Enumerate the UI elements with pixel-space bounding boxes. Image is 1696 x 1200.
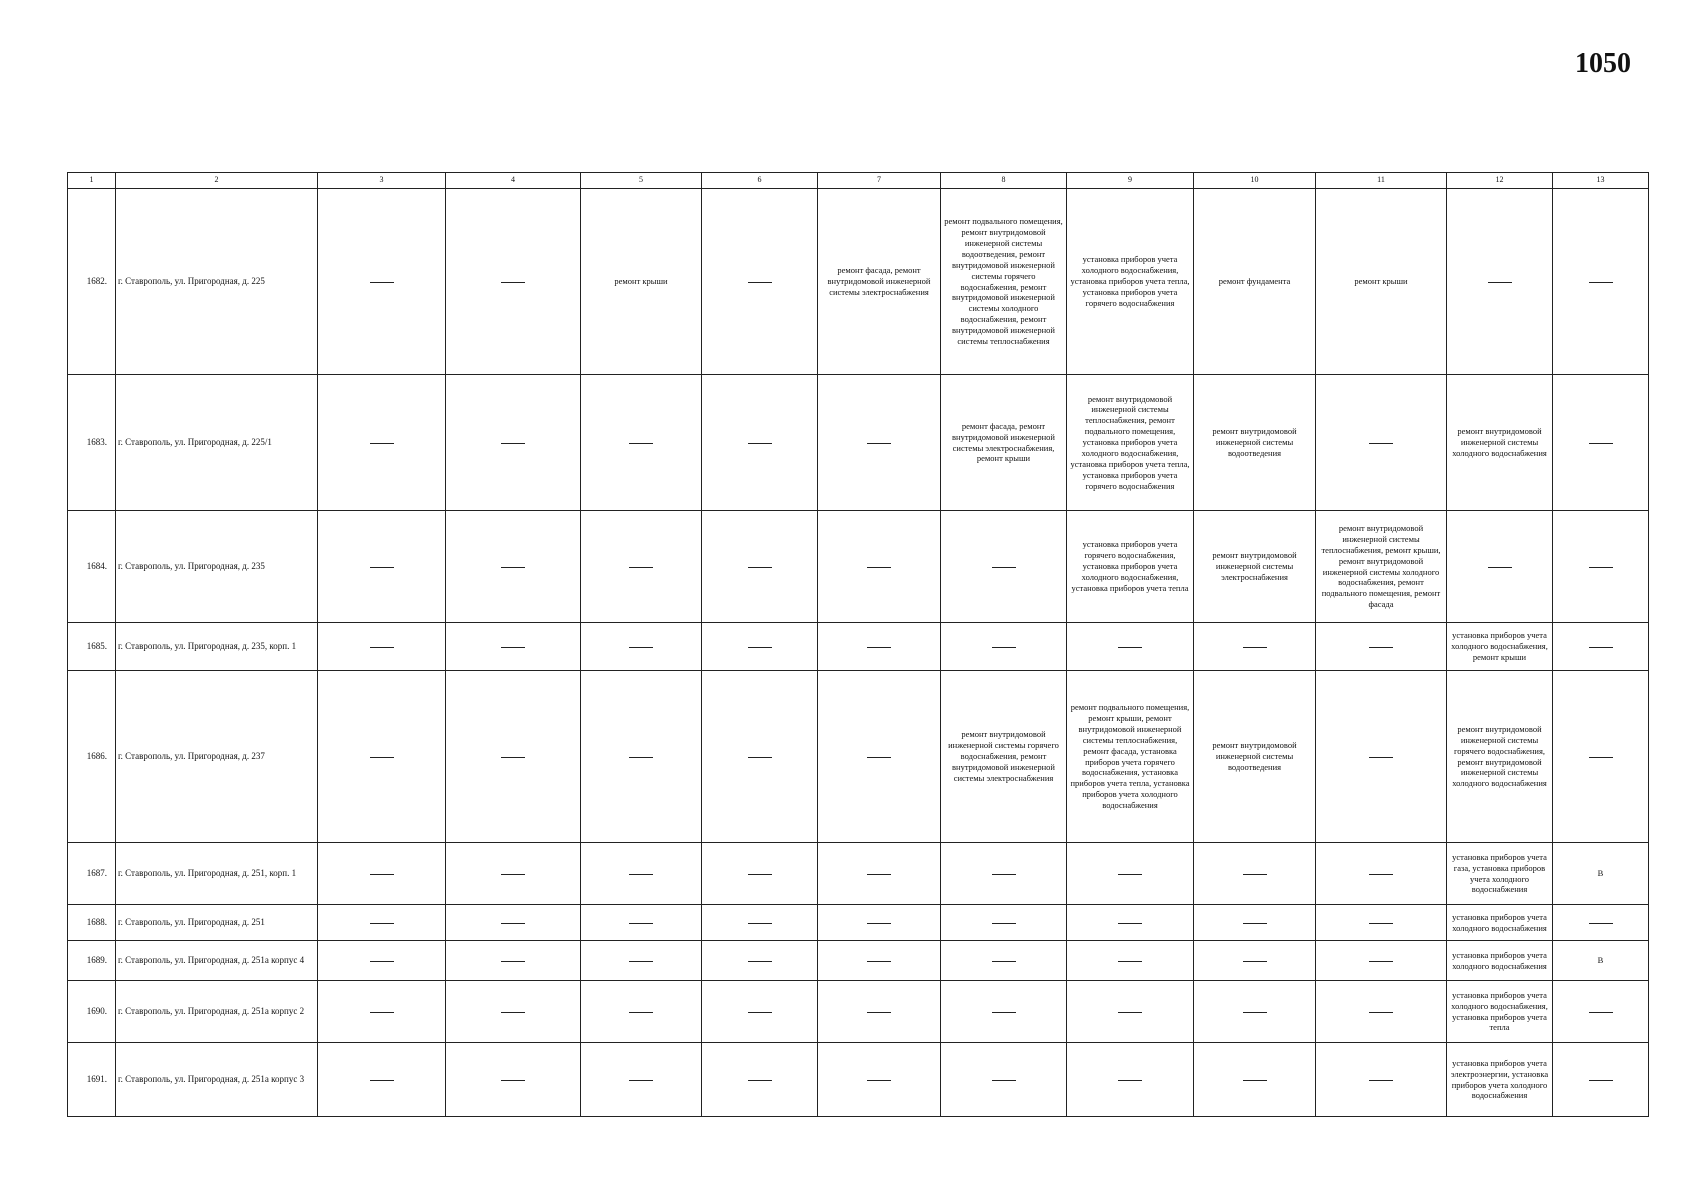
dash-mark bbox=[1369, 923, 1393, 924]
column-header: 4 bbox=[446, 173, 581, 189]
dash-mark bbox=[370, 567, 394, 568]
empty-cell-dash bbox=[818, 1043, 941, 1117]
empty-cell-dash bbox=[1316, 905, 1447, 941]
empty-cell-dash bbox=[581, 623, 702, 671]
row-address: г. Ставрополь, ул. Пригородная, д. 225 bbox=[116, 189, 318, 375]
work-type-cell: ремонт подвального помещения, ремонт крыши, ремонт внутридомовой инженерной системы теплоснабжения, ремонт фасада, установка приборов учета горячего водоснабжения, установка приборов учета тепла, установка приборов учета холодного водоснабжения bbox=[1067, 671, 1194, 843]
empty-cell-dash bbox=[318, 905, 446, 941]
column-header: 5 bbox=[581, 173, 702, 189]
dash-mark bbox=[629, 923, 653, 924]
empty-cell-dash bbox=[818, 981, 941, 1043]
row-address: г. Ставрополь, ул. Пригородная, д. 251а корпус 2 bbox=[116, 981, 318, 1043]
empty-cell-dash bbox=[941, 941, 1067, 981]
empty-cell-dash bbox=[581, 375, 702, 511]
empty-cell-dash bbox=[1316, 843, 1447, 905]
empty-cell-dash bbox=[1194, 981, 1316, 1043]
dash-mark bbox=[501, 282, 525, 283]
row-number: 1686. bbox=[68, 671, 116, 843]
dash-mark bbox=[501, 874, 525, 875]
repair-schedule-table bbox=[67, 172, 1649, 1117]
dash-mark bbox=[501, 757, 525, 758]
table-row bbox=[68, 623, 1649, 671]
dash-mark bbox=[1589, 443, 1613, 444]
work-type-cell: установка приборов учета горячего водоснабжения, установка приборов учета холодного водоснабжения, установка приборов учета тепла bbox=[1067, 511, 1194, 623]
empty-cell-dash bbox=[318, 941, 446, 981]
empty-cell-dash bbox=[702, 671, 818, 843]
dash-mark bbox=[867, 1012, 891, 1013]
empty-cell-dash bbox=[1316, 375, 1447, 511]
dash-mark bbox=[370, 282, 394, 283]
empty-cell-dash bbox=[702, 981, 818, 1043]
row-number: 1690. bbox=[68, 981, 116, 1043]
empty-cell-dash bbox=[446, 623, 581, 671]
row-number: 1684. bbox=[68, 511, 116, 623]
dash-mark bbox=[1118, 923, 1142, 924]
dash-mark bbox=[1118, 647, 1142, 648]
dash-mark bbox=[1243, 874, 1267, 875]
empty-cell-dash bbox=[1194, 941, 1316, 981]
work-type-cell: ремонт фасада, ремонт внутридомовой инженерной системы электроснабжения bbox=[818, 189, 941, 375]
column-header: 10 bbox=[1194, 173, 1316, 189]
dash-mark bbox=[1118, 961, 1142, 962]
table-row bbox=[68, 1043, 1649, 1117]
empty-cell-dash bbox=[318, 623, 446, 671]
empty-cell-dash bbox=[818, 905, 941, 941]
empty-cell-dash bbox=[318, 375, 446, 511]
empty-cell-dash bbox=[446, 671, 581, 843]
column-header: 6 bbox=[702, 173, 818, 189]
empty-cell-dash bbox=[702, 623, 818, 671]
dash-mark bbox=[867, 757, 891, 758]
row-number: 1682. bbox=[68, 189, 116, 375]
empty-cell-dash bbox=[446, 1043, 581, 1117]
dash-mark bbox=[992, 923, 1016, 924]
dash-mark bbox=[748, 567, 772, 568]
dash-mark bbox=[370, 647, 394, 648]
empty-cell-dash bbox=[702, 375, 818, 511]
empty-cell-dash bbox=[702, 189, 818, 375]
dash-mark bbox=[1243, 961, 1267, 962]
dash-mark bbox=[748, 757, 772, 758]
dash-mark bbox=[1243, 1080, 1267, 1081]
empty-cell-dash bbox=[1067, 623, 1194, 671]
dash-mark bbox=[748, 874, 772, 875]
work-type-cell: установка приборов учета холодного водоснабжения bbox=[1447, 941, 1553, 981]
column-header: 11 bbox=[1316, 173, 1447, 189]
empty-cell-dash bbox=[1447, 189, 1553, 375]
dash-mark bbox=[867, 923, 891, 924]
work-type-cell: ремонт фундамента bbox=[1194, 189, 1316, 375]
dash-mark bbox=[370, 1012, 394, 1013]
empty-cell-dash bbox=[1316, 671, 1447, 843]
dash-mark bbox=[748, 647, 772, 648]
empty-cell-dash bbox=[446, 189, 581, 375]
dash-mark bbox=[748, 443, 772, 444]
dash-mark bbox=[748, 1012, 772, 1013]
row-address: г. Ставрополь, ул. Пригородная, д. 251а корпус 4 bbox=[116, 941, 318, 981]
empty-cell-dash bbox=[1067, 1043, 1194, 1117]
row-number: 1683. bbox=[68, 375, 116, 511]
dash-mark bbox=[1589, 1080, 1613, 1081]
empty-cell-dash bbox=[1447, 511, 1553, 623]
empty-cell-dash bbox=[446, 511, 581, 623]
dash-mark bbox=[1369, 961, 1393, 962]
empty-cell-dash bbox=[702, 843, 818, 905]
empty-cell-dash bbox=[941, 511, 1067, 623]
work-type-cell: ремонт внутридомовой инженерной системы водоотведения bbox=[1194, 375, 1316, 511]
dash-mark bbox=[501, 443, 525, 444]
empty-cell-dash bbox=[318, 1043, 446, 1117]
dash-mark bbox=[1369, 443, 1393, 444]
dash-mark bbox=[992, 1080, 1016, 1081]
empty-cell-dash bbox=[581, 905, 702, 941]
work-type-cell: ремонт подвального помещения, ремонт внутридомовой инженерной системы водоотведения, ремонт внутридомовой инженерной системы горячего водоснабжения, ремонт внутридомовой инженерной системы холодного водоснабжения, ремонт внутридомовой инженерной системы теплоснабжения bbox=[941, 189, 1067, 375]
dash-mark bbox=[748, 1080, 772, 1081]
dash-mark bbox=[370, 874, 394, 875]
dash-mark bbox=[1243, 647, 1267, 648]
dash-mark bbox=[370, 1080, 394, 1081]
dash-mark bbox=[748, 282, 772, 283]
dash-mark bbox=[867, 874, 891, 875]
empty-cell-dash bbox=[941, 981, 1067, 1043]
empty-cell-dash bbox=[446, 981, 581, 1043]
dash-mark bbox=[501, 567, 525, 568]
empty-cell-dash bbox=[446, 941, 581, 981]
table-row bbox=[68, 981, 1649, 1043]
dash-mark bbox=[629, 567, 653, 568]
dash-mark bbox=[1488, 282, 1512, 283]
empty-cell-dash bbox=[1316, 1043, 1447, 1117]
dash-mark bbox=[370, 961, 394, 962]
empty-cell-dash bbox=[318, 843, 446, 905]
column-header: 13 bbox=[1553, 173, 1649, 189]
dash-mark bbox=[1369, 757, 1393, 758]
dash-mark bbox=[501, 923, 525, 924]
work-type-cell: ремонт крыши bbox=[1316, 189, 1447, 375]
dash-mark bbox=[629, 961, 653, 962]
empty-cell-dash bbox=[446, 843, 581, 905]
dash-mark bbox=[992, 567, 1016, 568]
dash-mark bbox=[1589, 757, 1613, 758]
dash-mark bbox=[370, 923, 394, 924]
dash-mark bbox=[867, 567, 891, 568]
empty-cell-dash bbox=[581, 941, 702, 981]
dash-mark bbox=[992, 647, 1016, 648]
empty-cell-dash bbox=[581, 981, 702, 1043]
dash-mark bbox=[501, 1080, 525, 1081]
dash-mark bbox=[370, 757, 394, 758]
dash-mark bbox=[992, 874, 1016, 875]
dash-mark bbox=[1488, 567, 1512, 568]
dash-mark bbox=[1118, 874, 1142, 875]
empty-cell-dash bbox=[581, 671, 702, 843]
work-type-cell: установка приборов учета холодного водоснабжения, ремонт крыши bbox=[1447, 623, 1553, 671]
work-type-cell: ремонт внутридомовой инженерной системы водоотведения bbox=[1194, 671, 1316, 843]
empty-cell-dash bbox=[1553, 981, 1649, 1043]
dash-mark bbox=[1118, 1012, 1142, 1013]
work-type-cell: В bbox=[1553, 941, 1649, 981]
work-type-cell: установка приборов учета холодного водоснабжения, установка приборов учета тепла, установка приборов учета горячего водоснабжения bbox=[1067, 189, 1194, 375]
work-type-cell: установка приборов учета холодного водоснабжения bbox=[1447, 905, 1553, 941]
column-header: 7 bbox=[818, 173, 941, 189]
empty-cell-dash bbox=[818, 941, 941, 981]
dash-mark bbox=[1589, 647, 1613, 648]
dash-mark bbox=[629, 874, 653, 875]
empty-cell-dash bbox=[1067, 981, 1194, 1043]
empty-cell-dash bbox=[1553, 623, 1649, 671]
column-header: 8 bbox=[941, 173, 1067, 189]
empty-cell-dash bbox=[1067, 843, 1194, 905]
work-type-cell: установка приборов учета газа, установка приборов учета холодного водоснабжения bbox=[1447, 843, 1553, 905]
empty-cell-dash bbox=[702, 1043, 818, 1117]
row-number: 1688. bbox=[68, 905, 116, 941]
empty-cell-dash bbox=[318, 189, 446, 375]
dash-mark bbox=[1243, 1012, 1267, 1013]
empty-cell-dash bbox=[1553, 375, 1649, 511]
dash-mark bbox=[501, 1012, 525, 1013]
empty-cell-dash bbox=[941, 843, 1067, 905]
empty-cell-dash bbox=[818, 375, 941, 511]
empty-cell-dash bbox=[818, 623, 941, 671]
page-number: 1050 bbox=[1575, 48, 1631, 79]
empty-cell-dash bbox=[1316, 941, 1447, 981]
row-address: г. Ставрополь, ул. Пригородная, д. 251а корпус 3 bbox=[116, 1043, 318, 1117]
dash-mark bbox=[1589, 282, 1613, 283]
empty-cell-dash bbox=[581, 843, 702, 905]
dash-mark bbox=[1369, 647, 1393, 648]
dash-mark bbox=[867, 1080, 891, 1081]
row-number: 1685. bbox=[68, 623, 116, 671]
table-row bbox=[68, 843, 1649, 905]
empty-cell-dash bbox=[702, 941, 818, 981]
table-row bbox=[68, 941, 1649, 981]
empty-cell-dash bbox=[318, 671, 446, 843]
work-type-cell: ремонт внутридомовой инженерной системы горячего водоснабжения, ремонт внутридомовой инженерной системы электроснабжения bbox=[941, 671, 1067, 843]
row-number: 1691. bbox=[68, 1043, 116, 1117]
work-type-cell: ремонт внутридомовой инженерной системы горячего водоснабжения, ремонт внутридомовой инженерной системы холодного водоснабжения bbox=[1447, 671, 1553, 843]
empty-cell-dash bbox=[1553, 671, 1649, 843]
empty-cell-dash bbox=[1194, 1043, 1316, 1117]
empty-cell-dash bbox=[1553, 905, 1649, 941]
dash-mark bbox=[629, 1012, 653, 1013]
row-address: г. Ставрополь, ул. Пригородная, д. 237 bbox=[116, 671, 318, 843]
table-row bbox=[68, 189, 1649, 375]
dash-mark bbox=[1369, 1080, 1393, 1081]
table-row bbox=[68, 671, 1649, 843]
empty-cell-dash bbox=[1194, 843, 1316, 905]
empty-cell-dash bbox=[446, 375, 581, 511]
dash-mark bbox=[370, 443, 394, 444]
empty-cell-dash bbox=[1194, 905, 1316, 941]
row-address: г. Ставрополь, ул. Пригородная, д. 251 bbox=[116, 905, 318, 941]
dash-mark bbox=[867, 647, 891, 648]
dash-mark bbox=[867, 961, 891, 962]
column-header: 2 bbox=[116, 173, 318, 189]
empty-cell-dash bbox=[818, 843, 941, 905]
work-type-cell: ремонт внутридомовой инженерной системы теплоснабжения, ремонт подвального помещения, установка приборов учета холодного водоснабжения, установка приборов учета тепла, установка приборов учета горячего водоснабжения bbox=[1067, 375, 1194, 511]
dash-mark bbox=[1589, 923, 1613, 924]
empty-cell-dash bbox=[1553, 189, 1649, 375]
empty-cell-dash bbox=[1067, 941, 1194, 981]
dash-mark bbox=[1589, 1012, 1613, 1013]
dash-mark bbox=[501, 961, 525, 962]
empty-cell-dash bbox=[941, 623, 1067, 671]
column-header: 9 bbox=[1067, 173, 1194, 189]
work-type-cell: ремонт крыши bbox=[581, 189, 702, 375]
empty-cell-dash bbox=[702, 511, 818, 623]
column-number-row bbox=[68, 173, 1649, 189]
work-type-cell: установка приборов учета электроэнергии, установка приборов учета холодного водоснабжения bbox=[1447, 1043, 1553, 1117]
empty-cell-dash bbox=[1194, 623, 1316, 671]
table-row bbox=[68, 375, 1649, 511]
dash-mark bbox=[1243, 923, 1267, 924]
empty-cell-dash bbox=[941, 905, 1067, 941]
empty-cell-dash bbox=[581, 511, 702, 623]
empty-cell-dash bbox=[941, 1043, 1067, 1117]
empty-cell-dash bbox=[818, 671, 941, 843]
empty-cell-dash bbox=[702, 905, 818, 941]
dash-mark bbox=[748, 923, 772, 924]
row-number: 1687. bbox=[68, 843, 116, 905]
dash-mark bbox=[1369, 874, 1393, 875]
empty-cell-dash bbox=[1316, 623, 1447, 671]
table-row bbox=[68, 905, 1649, 941]
dash-mark bbox=[748, 961, 772, 962]
work-type-cell: В bbox=[1553, 843, 1649, 905]
dash-mark bbox=[501, 647, 525, 648]
dash-mark bbox=[1118, 1080, 1142, 1081]
work-type-cell: ремонт внутридомовой инженерной системы электроснабжения bbox=[1194, 511, 1316, 623]
dash-mark bbox=[1369, 1012, 1393, 1013]
empty-cell-dash bbox=[318, 981, 446, 1043]
dash-mark bbox=[867, 443, 891, 444]
dash-mark bbox=[629, 757, 653, 758]
row-address: г. Ставрополь, ул. Пригородная, д. 251, корп. 1 bbox=[116, 843, 318, 905]
work-type-cell: установка приборов учета холодного водоснабжения, установка приборов учета тепла bbox=[1447, 981, 1553, 1043]
row-number: 1689. bbox=[68, 941, 116, 981]
empty-cell-dash bbox=[1553, 511, 1649, 623]
dash-mark bbox=[629, 443, 653, 444]
empty-cell-dash bbox=[1067, 905, 1194, 941]
table-row bbox=[68, 511, 1649, 623]
work-type-cell: ремонт внутридомовой инженерной системы теплоснабжения, ремонт крыши, ремонт внутридомовой инженерной системы холодного водоснабжения, ремонт подвального помещения, ремонт фасада bbox=[1316, 511, 1447, 623]
column-header: 3 bbox=[318, 173, 446, 189]
work-type-cell: ремонт внутридомовой инженерной системы холодного водоснабжения bbox=[1447, 375, 1553, 511]
dash-mark bbox=[1589, 567, 1613, 568]
empty-cell-dash bbox=[318, 511, 446, 623]
empty-cell-dash bbox=[446, 905, 581, 941]
dash-mark bbox=[629, 647, 653, 648]
dash-mark bbox=[629, 1080, 653, 1081]
row-address: г. Ставрополь, ул. Пригородная, д. 235, корп. 1 bbox=[116, 623, 318, 671]
empty-cell-dash bbox=[581, 1043, 702, 1117]
dash-mark bbox=[992, 1012, 1016, 1013]
dash-mark bbox=[992, 961, 1016, 962]
row-address: г. Ставрополь, ул. Пригородная, д. 225/1 bbox=[116, 375, 318, 511]
work-type-cell: ремонт фасада, ремонт внутридомовой инженерной системы электроснабжения, ремонт крыши bbox=[941, 375, 1067, 511]
column-header: 1 bbox=[68, 173, 116, 189]
column-header: 12 bbox=[1447, 173, 1553, 189]
empty-cell-dash bbox=[1316, 981, 1447, 1043]
empty-cell-dash bbox=[818, 511, 941, 623]
row-address: г. Ставрополь, ул. Пригородная, д. 235 bbox=[116, 511, 318, 623]
empty-cell-dash bbox=[1553, 1043, 1649, 1117]
